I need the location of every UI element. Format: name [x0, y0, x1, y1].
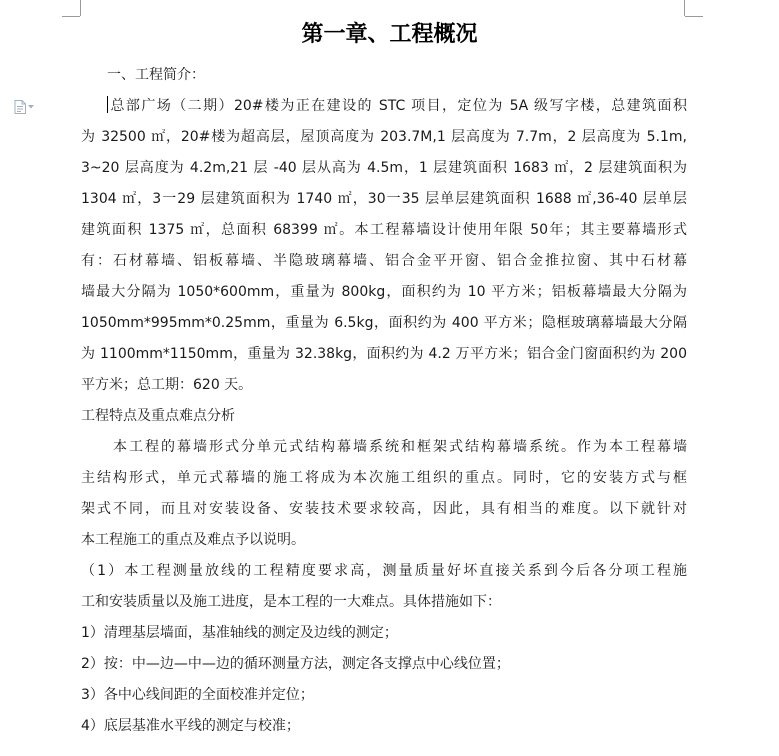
analysis-line: 主结构形式，单元式幕墙的施工将成为本次施工组织的重点。同时，它的安装方式与框: [81, 470, 687, 486]
intro-line: 建筑面积 1375 ㎡，总面积 68399 ㎡。本工程幕墙设计使用年限 50年；其主要幕墙形式: [81, 222, 687, 238]
measures-list: [81, 618, 687, 742]
list-item: 3）各中心线间距的全面校准并定位；: [81, 687, 314, 703]
intro-line-text: 总部广场（二期）20#楼为正在建设的 STC 项目，定位为 5A 级写字楼，总建筑面积: [109, 98, 687, 114]
intro-paragraph: [81, 91, 687, 401]
chapter-title: 第一章、工程概况: [301, 21, 478, 47]
section-heading-analysis: 工程特点及重点难点分析: [81, 408, 235, 424]
crop-mark-top-left-vertical: [80, 0, 81, 16]
intro-line: 平方米；总工期：620 天。: [81, 377, 253, 393]
list-item: 4）底层基准水平线的测定与校准；: [81, 718, 300, 734]
intro-line: 为 1100mm*1150mm，重量为 32.38kg，面积约为 4.2 万平方米；铝合金门窗面积约为 200: [81, 346, 687, 362]
document-body[interactable]: [81, 60, 687, 742]
analysis-line: 本工程的幕墙形式分单元式结构幕墙系统和框架式结构幕墙系统。作为本工程幕墙: [113, 439, 687, 455]
analysis-line: 本工程施工的重点及难点予以说明。: [81, 532, 305, 548]
intro-line: 为 32500 ㎡，20#楼为超高层，屋顶高度为 203.7M,1 层高度为 7.7m，2 层高度为 5.1m,: [81, 129, 687, 145]
intro-line: 3~20 层高度为 4.2m,21 层 -40 层从高为 4.5m，1 层建筑面积 1683 ㎡，2 层建筑面积为: [81, 160, 687, 176]
text-cursor: [107, 96, 108, 113]
intro-line: 1304 ㎡，3一29 层建筑面积为 1740 ㎡，30一35 层单层建筑面积 1688 ㎡,36-40 层单层: [81, 191, 687, 207]
list-item: 1）清理基层墙面，基准轴线的测定及边线的测定；: [81, 625, 398, 641]
crop-mark-top-right-horizontal: [685, 16, 703, 17]
analysis-line: 架式不同，而且对安装设备、安装技术要求较高，因此，具有相当的难度。以下就针对: [81, 501, 687, 517]
intro-line: 1050mm*995mm*0.25mm，重量为 6.5kg，面积约为 400 平方米；隐框玻璃幕墙最大分隔: [81, 315, 687, 331]
point-1-line: 工和安装质量以及施工进度，是本工程的一大难点。具体措施如下：: [81, 594, 501, 610]
list-item: 2）按：中—边—中—边的循环测量方法，测定各支撑点中心线位置；: [81, 656, 510, 672]
chevron-down-icon: [28, 105, 34, 109]
intro-line: 墙最大分隔为 1050*600mm，重量为 800kg，面积约为 10 平方米；铝板幕墙最大分隔为: [81, 284, 687, 300]
section-heading-project-intro: 一、工程简介：: [107, 67, 205, 83]
crop-mark-top-right-vertical: [684, 0, 685, 16]
crop-mark-top-left-horizontal: [62, 16, 80, 17]
point-1-line: （1）本工程测量放线的工程精度要求高，测量质量好坏直接关系到今后各分项工程施: [81, 563, 687, 579]
point-1-paragraph: [81, 556, 687, 618]
intro-line: [81, 91, 687, 122]
intro-line: 有：石材幕墙、铝板幕墙、半隐玻璃幕墙、铝合金平开窗、铝合金推拉窗、其中石材幕: [81, 253, 687, 269]
paragraph-options-button[interactable]: [14, 100, 34, 114]
document-icon: [14, 100, 26, 114]
analysis-paragraph: [81, 432, 687, 556]
